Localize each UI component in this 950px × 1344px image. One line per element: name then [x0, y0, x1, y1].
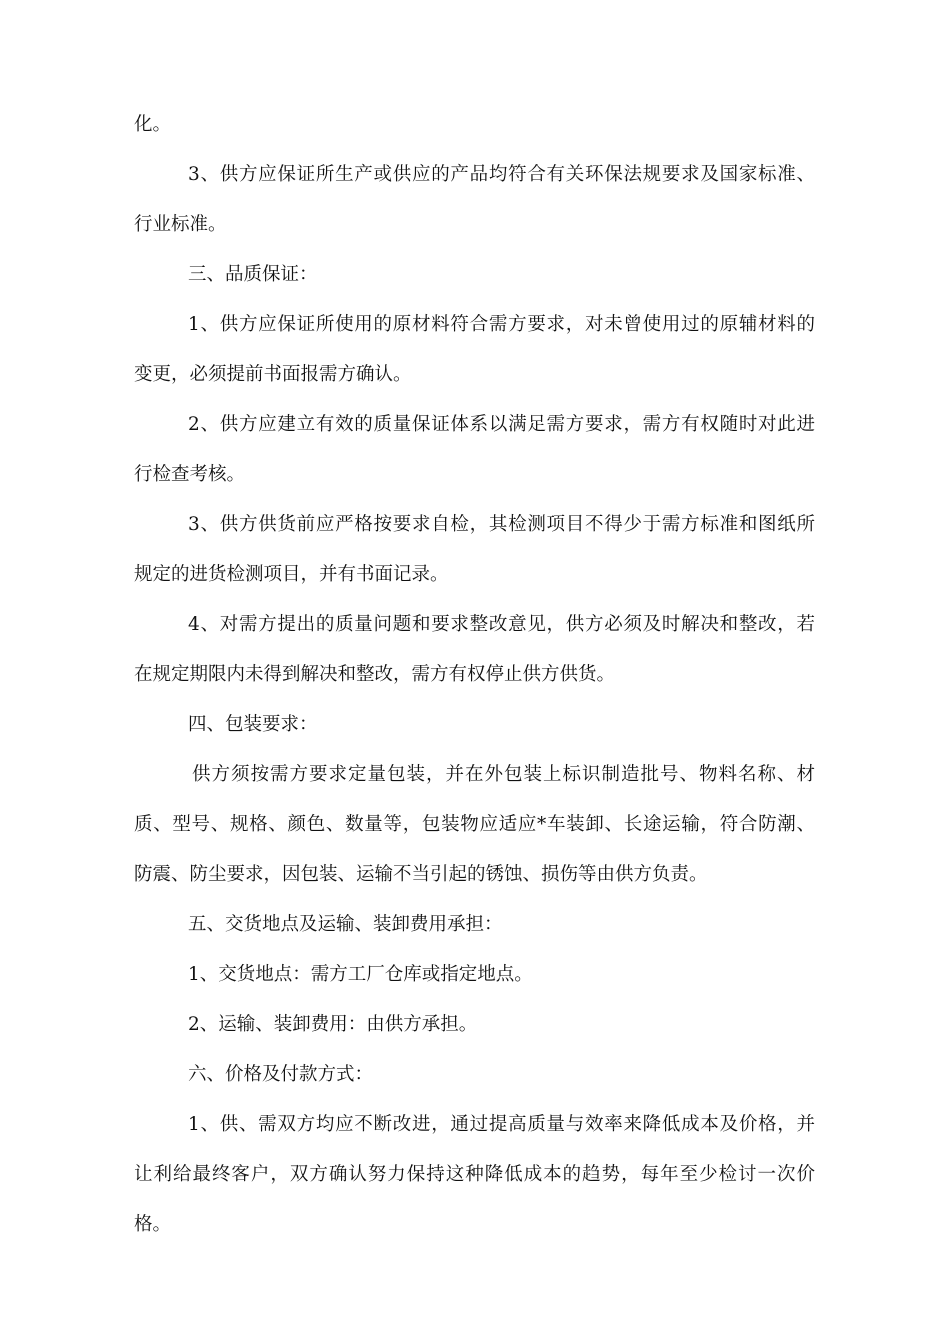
- section-heading: 三、品质保证：: [188, 264, 318, 285]
- text-line: 4、对需方提出的质量问题和要求整改意见，供方必须及时解决和整改，若: [188, 614, 815, 635]
- section-heading: 六、价格及付款方式：: [188, 1064, 374, 1085]
- text-line: 行检查考核。: [134, 464, 246, 485]
- text-line: 格。: [134, 1214, 172, 1235]
- text-line: 供方须按需方要求定量包装，并在外包装上标识制造批号、物料名称、材: [192, 764, 815, 785]
- text-line: 2、供方应建立有效的质量保证体系以满足需方要求，需方有权随时对此进: [188, 414, 815, 435]
- section-heading: 五、交货地点及运输、装卸费用承担：: [188, 914, 503, 935]
- text-line: 化。: [134, 114, 172, 135]
- section-heading: 四、包装要求：: [188, 714, 318, 735]
- text-line: 2、运输、装卸费用：由供方承担。: [188, 1014, 478, 1035]
- text-line: 变更，必须提前书面报需方确认。: [134, 364, 412, 385]
- text-line: 防震、防尘要求，因包装、运输不当引起的锈蚀、损伤等由供方负责。: [134, 864, 708, 885]
- text-line: 1、供、需双方均应不断改进，通过提高质量与效率来降低成本及价格，并: [188, 1114, 815, 1135]
- text-line: 3、供方应保证所生产或供应的产品均符合有关环保法规要求及国家标准、: [188, 164, 815, 185]
- text-line: 3、供方供货前应严格按要求自检，其检测项目不得少于需方标准和图纸所: [188, 514, 815, 535]
- text-line: 在规定期限内未得到解决和整改，需方有权停止供方供货。: [134, 664, 616, 685]
- text-line: 规定的进货检测项目，并有书面记录。: [134, 564, 449, 585]
- text-line: 1、交货地点：需方工厂仓库或指定地点。: [188, 964, 533, 985]
- text-line: 行业标准。: [134, 214, 227, 235]
- text-line: 1、供方应保证所使用的原材料符合需方要求，对未曾使用过的原辅材料的: [188, 314, 815, 335]
- text-line: 质、型号、规格、颜色、数量等，包装物应适应*车装卸、长途运输，符合防潮、: [134, 814, 815, 835]
- text-line: 让利给最终客户，双方确认努力保持这种降低成本的趋势，每年至少检讨一次价: [134, 1164, 815, 1185]
